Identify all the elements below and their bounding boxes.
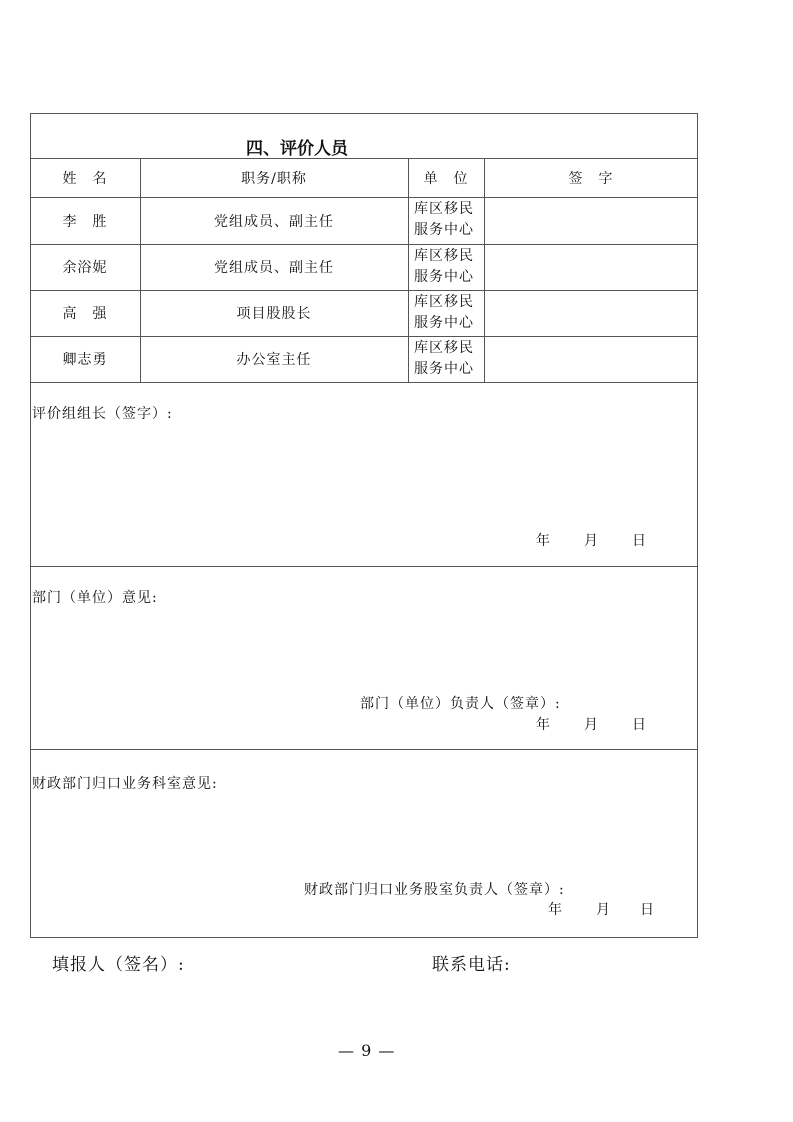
department-opinion-label: 部门（单位）意见: — [32, 590, 158, 606]
divider — [30, 566, 698, 567]
filler-signature-label: 填报人（签名）: — [52, 955, 185, 975]
date-day: 日 — [632, 717, 647, 733]
header-name: 姓 名 — [62, 170, 108, 187]
unit-line: 库区移民 — [414, 248, 474, 264]
evaluator-unit — [414, 246, 474, 288]
evaluator-position: 办公室主任 — [236, 352, 312, 368]
group-leader-label: 评价组组长（签字）: — [32, 406, 173, 422]
signature-field[interactable] — [484, 244, 698, 290]
date-year: 年 — [536, 533, 551, 549]
evaluator-position: 党组成员、副主任 — [214, 260, 334, 276]
contact-phone-label: 联系电话: — [432, 955, 511, 975]
unit-line: 库区移民 — [414, 294, 474, 310]
unit-line: 库区移民 — [414, 340, 474, 356]
signature-field[interactable] — [484, 197, 698, 244]
evaluator-unit — [414, 292, 474, 334]
signature-field[interactable] — [484, 336, 698, 382]
unit-line: 服务中心 — [414, 361, 474, 377]
evaluator-name: 余浴妮 — [62, 260, 108, 276]
date-month: 月 — [584, 533, 599, 549]
department-signer-label: 部门（单位）负责人（签章）: — [360, 696, 561, 712]
header-unit: 单 位 — [423, 170, 469, 187]
header-signature: 签 字 — [568, 170, 614, 187]
date-year: 年 — [548, 902, 563, 918]
date-day: 日 — [640, 902, 655, 918]
finance-signer-label: 财政部门归口业务股室负责人（签章）: — [304, 882, 565, 898]
date-month: 月 — [596, 902, 611, 918]
divider — [30, 749, 698, 750]
evaluator-name: 李 胜 — [62, 213, 108, 230]
unit-line: 服务中心 — [414, 315, 474, 331]
date-day: 日 — [632, 533, 647, 549]
evaluator-name: 高 强 — [62, 306, 108, 322]
evaluator-unit — [414, 338, 474, 380]
signature-field[interactable] — [484, 290, 698, 336]
page-number: — 9 — — [338, 1041, 396, 1060]
unit-line: 服务中心 — [414, 222, 474, 238]
date-month: 月 — [584, 717, 599, 733]
evaluator-position: 项目股股长 — [236, 306, 312, 322]
evaluator-position: 党组成员、副主任 — [214, 213, 334, 230]
section-title: 四、评价人员 — [246, 139, 348, 159]
unit-line: 库区移民 — [414, 201, 474, 217]
finance-opinion-label: 财政部门归口业务科室意见: — [32, 776, 218, 792]
unit-line: 服务中心 — [414, 269, 474, 285]
evaluator-name: 卿志勇 — [62, 352, 108, 368]
header-position: 职务/职称 — [241, 170, 307, 187]
date-year: 年 — [536, 717, 551, 733]
divider — [30, 382, 698, 383]
evaluator-unit — [414, 199, 474, 241]
